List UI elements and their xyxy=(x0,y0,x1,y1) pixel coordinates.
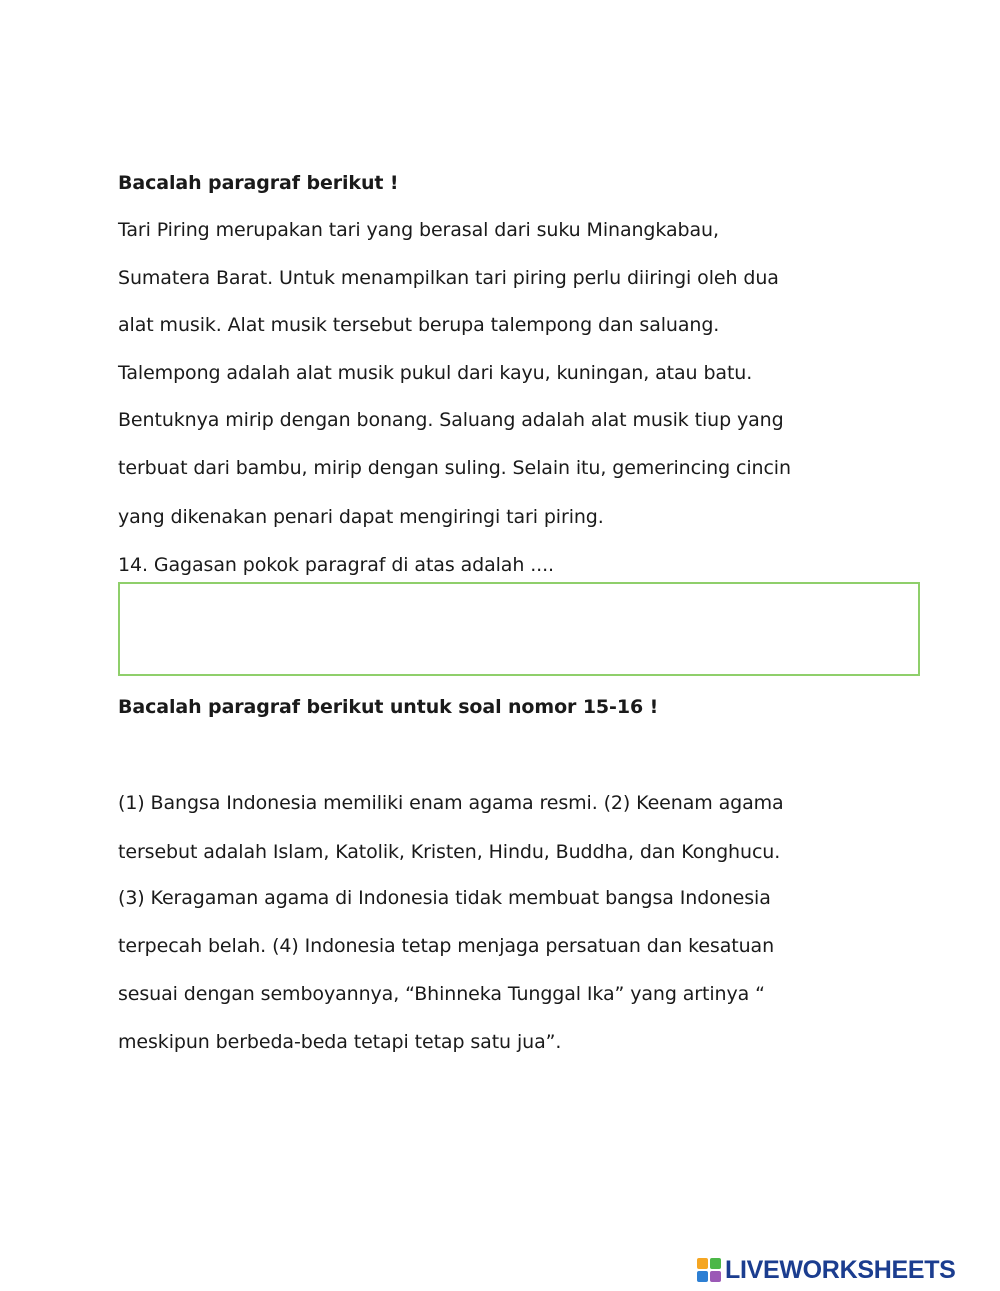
paragraph2-line: meskipun berbeda-beda tetapi tetap satu jua”. xyxy=(118,1031,562,1053)
paragraph2-line: tersebut adalah Islam, Katolik, Kristen, Hindu, Buddha, dan Konghucu. xyxy=(118,841,781,863)
paragraph1-line: alat musik. Alat musik tersebut berupa talempong dan saluang. xyxy=(118,314,720,336)
paragraph2-line: terpecah belah. (4) Indonesia tetap menjaga persatuan dan kesatuan xyxy=(118,935,775,957)
logo-square xyxy=(697,1271,708,1282)
section1-heading: Bacalah paragraf berikut ! xyxy=(118,172,399,194)
paragraph1-line: yang dikenakan penari dapat mengiringi tari piring. xyxy=(118,506,604,528)
answer-input-14[interactable] xyxy=(118,582,920,676)
liveworksheets-logo-icon xyxy=(697,1258,721,1282)
paragraph1-line: Talempong adalah alat musik pukul dari kayu, kuningan, atau batu. xyxy=(118,362,753,384)
paragraph1-line: Bentuknya mirip dengan bonang. Saluang adalah alat musik tiup yang xyxy=(118,409,784,431)
logo-square xyxy=(710,1258,721,1269)
question-14: 14. Gagasan pokok paragraf di atas adalah .... xyxy=(118,554,554,576)
paragraph1-line: Sumatera Barat. Untuk menampilkan tari piring perlu diiringi oleh dua xyxy=(118,267,779,289)
logo-text: LIVEWORKSHEETS xyxy=(725,1255,956,1284)
logo-square xyxy=(710,1271,721,1282)
paragraph1-line: terbuat dari bambu, mirip dengan suling. Selain itu, gemerincing cincin xyxy=(118,457,791,479)
paragraph1-line: Tari Piring merupakan tari yang berasal dari suku Minangkabau, xyxy=(118,219,719,241)
paragraph2-line: (3) Keragaman agama di Indonesia tidak membuat bangsa Indonesia xyxy=(118,887,771,909)
liveworksheets-logo xyxy=(697,1256,956,1284)
paragraph2-line: (1) Bangsa Indonesia memiliki enam agama resmi. (2) Keenam agama xyxy=(118,792,784,814)
section2-heading: Bacalah paragraf berikut untuk soal nomor 15-16 ! xyxy=(118,696,659,718)
logo-square xyxy=(697,1258,708,1269)
paragraph2-line: sesuai dengan semboyannya, “Bhinneka Tunggal Ika” yang artinya “ xyxy=(118,983,765,1005)
